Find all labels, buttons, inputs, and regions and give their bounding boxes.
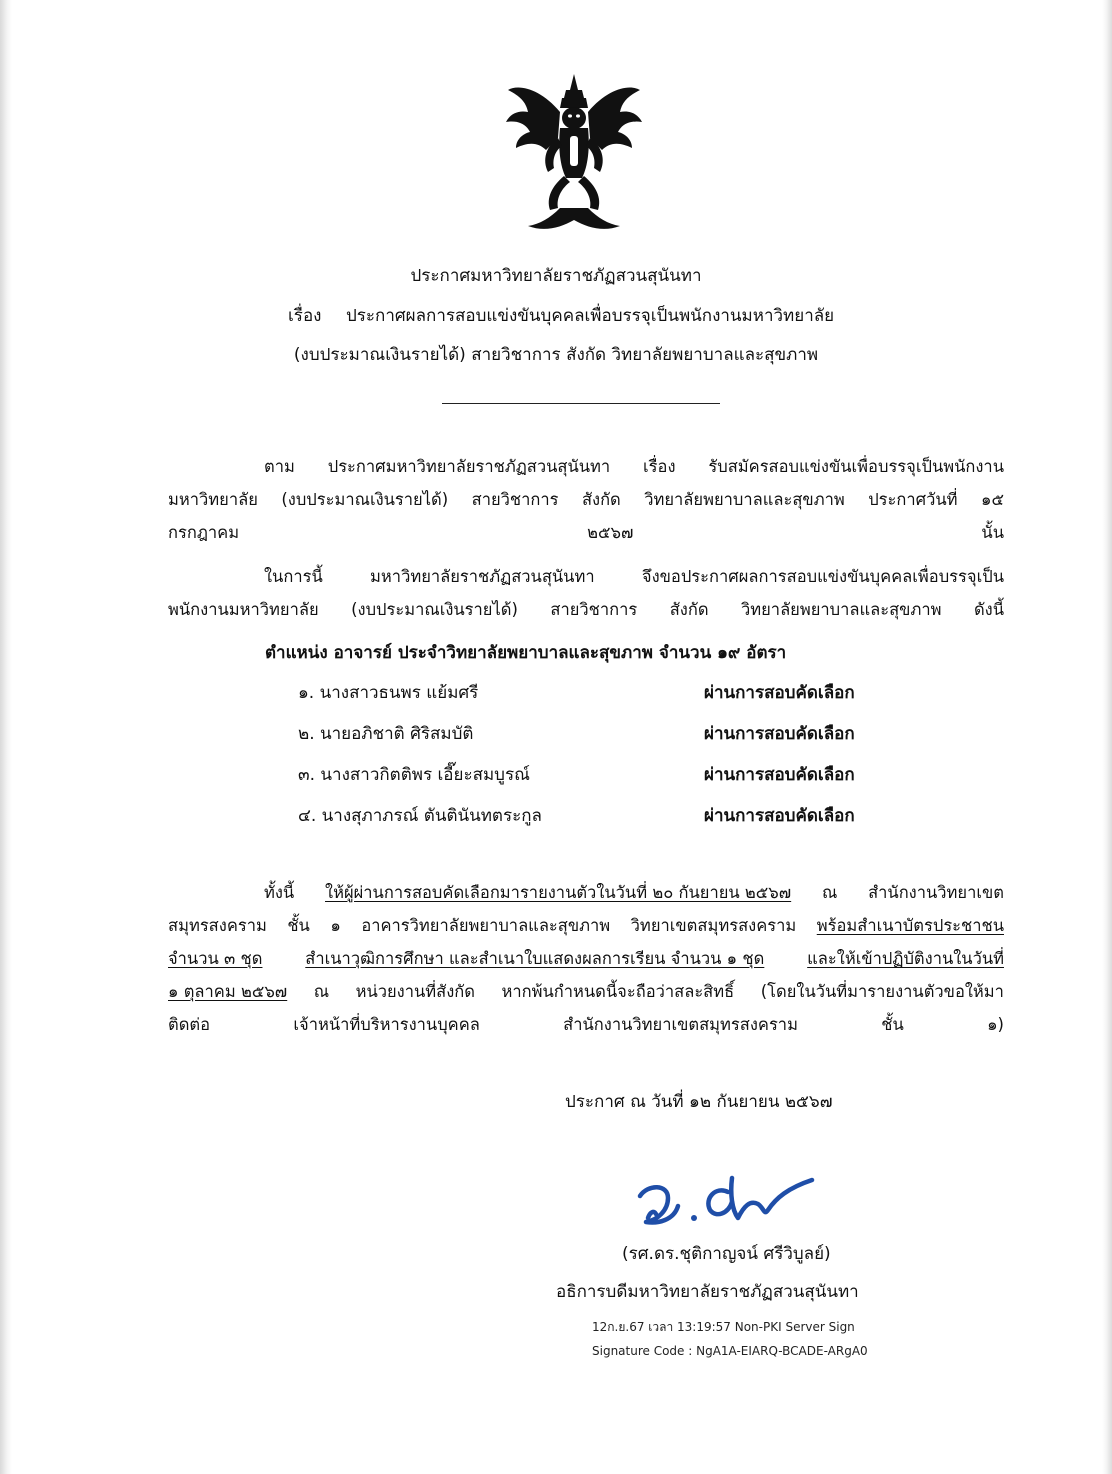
candidate-result: ผ่านการสอบคัดเลือก	[704, 765, 855, 785]
paragraph-3-line-4	[168, 975, 1004, 1008]
text-run: ประกาศวันที่	[868, 490, 958, 509]
candidate-name: ๓. นางสาวกิตติพร เอี๊ยะสมบูรณ์	[298, 765, 530, 785]
paragraph-2-line-1	[168, 560, 1004, 593]
text-run: สายวิชาการ	[471, 490, 559, 509]
text-run: สำนักงานวิทยาเขต	[868, 883, 1004, 902]
subject-text: ประกาศผลการสอบแข่งขันบุคคลเพื่อบรรจุเป็นพนักงานมหาวิทยาลัย	[346, 306, 835, 326]
text-run: อาคารวิทยาลัยพยาบาลและสุขภาพ	[361, 916, 611, 935]
paragraph-2-line-2: พนักงานมหาวิทยาลัย (งบประมาณเงินรายได้) สายวิชาการ สังกัด วิทยาลัยพยาบาลและสุขภาพ ดังนี้	[168, 600, 1004, 619]
text-run: สังกัด	[581, 490, 621, 509]
candidate-result: ผ่านการสอบคัดเลือก	[704, 806, 855, 826]
candidate-name: ๑. นางสาวธนพร แย้มศรี	[298, 683, 479, 703]
paragraph-2	[168, 560, 1004, 626]
subject-text-continued: (งบประมาณเงินรายได้) สายวิชาการ สังกัด วิทยาลัยพยาบาลและสุขภาพ	[293, 345, 819, 365]
signer-name: (รศ.ดร.ชุติกาญจน์ ศรีวิบูลย์)	[622, 1244, 831, 1264]
underlined-text: พร้อมสำเนาบัตรประชาชน	[816, 916, 1004, 935]
text-run: เรื่อง	[643, 457, 676, 476]
text-run: จึงขอประกาศผลการสอบแข่งขันบุคคลเพื่อบรรจุเป็น	[641, 567, 1004, 586]
text-run: รับสมัครสอบแข่งขันเพื่อบรรจุเป็นพนักงาน	[708, 457, 1004, 476]
subject-line	[288, 304, 834, 328]
candidate-name: ๔. นางสุภาภรณ์ ตันตินันทตระกูล	[298, 806, 542, 826]
text-run: ๑๕	[981, 490, 1004, 509]
text-run: หน่วยงานที่สังกัด	[355, 982, 475, 1001]
page-right-shadow	[1102, 0, 1112, 1474]
paragraph-3-line-5: ติดต่อ เจ้าหน้าที่บริหารงานบุคคล สำนักงานวิทยาเขตสมุทรสงคราม ชั้น ๑)	[168, 1015, 1004, 1034]
text-run: ทั้งนี้	[264, 883, 295, 902]
paragraph-3-line-1	[168, 876, 1004, 909]
garuda-emblem-icon	[500, 68, 648, 238]
text-run: ณ	[821, 883, 838, 902]
text-run: ๑	[330, 916, 341, 935]
text-run: (งบประมาณเงินรายได้)	[281, 490, 449, 509]
position-title: ตำแหน่ง อาจารย์ ประจำวิทยาลัยพยาบาลและสุขภาพ จำนวน ๑๙ อัตรา	[265, 643, 787, 663]
underlined-text: จำนวน ๓ ชุด	[168, 949, 263, 968]
paragraph-1-line-1	[168, 450, 1004, 483]
underlined-text: สำเนาวุฒิการศึกษา และสำเนาใบแสดงผลการเรียน จำนวน ๑ ชุด	[305, 949, 765, 968]
text-run: หากพ้นกำหนดนี้จะถือว่าสละสิทธิ์	[501, 982, 735, 1001]
text-run: (โดยในวันที่มารายงานตัวขอให้มา	[760, 982, 1004, 1001]
text-run: สมุทรสงคราม	[168, 916, 267, 935]
underlined-text: ๑ ตุลาคม ๒๕๖๗	[168, 982, 288, 1001]
text-run: ในการนี้	[264, 567, 323, 586]
paragraph-1-line-3: กรกฎาคม ๒๕๖๗ นั้น	[168, 523, 1004, 542]
announcement-title: ประกาศมหาวิทยาลัยราชภัฏสวนสุนันทา	[410, 266, 702, 286]
text-run: ชั้น	[287, 916, 310, 935]
text-run: ณ	[313, 982, 330, 1001]
paragraph-1-line-2	[168, 483, 1004, 516]
candidate-result: ผ่านการสอบคัดเลือก	[704, 683, 855, 703]
paragraph-3-line-3	[168, 942, 1004, 975]
text-run: ตาม	[264, 457, 295, 476]
text-run: มหาวิทยาลัยราชภัฏสวนสุนันทา	[370, 567, 595, 586]
signature-timestamp: 12ก.ย.67 เวลา 13:19:57 Non-PKI Server Sign	[592, 1320, 855, 1334]
paragraph-3	[168, 876, 1004, 1041]
subject-label: เรื่อง	[288, 306, 322, 326]
header-divider	[442, 403, 720, 404]
candidate-name: ๒. นายอภิชาติ ศิริสมบัติ	[298, 724, 474, 744]
text-run: มหาวิทยาลัย	[168, 490, 258, 509]
text-run: วิทยาลัยพยาบาลและสุขภาพ	[644, 490, 845, 509]
signature-code: Signature Code : NgA1A-EIARQ-BCADE-ARgA0	[592, 1344, 868, 1358]
announced-date: ประกาศ ณ วันที่ ๑๒ กันยายน ๒๕๖๗	[565, 1092, 833, 1112]
text-run: ประกาศมหาวิทยาลัยราชภัฏสวนสุนันทา	[327, 457, 611, 476]
underlined-text: ให้ผู้ผ่านการสอบคัดเลือกมารายงานตัวในวันที่ ๒๐ กันยายน ๒๕๖๗	[325, 883, 792, 902]
paragraph-3-line-2	[168, 909, 1004, 942]
page-left-shadow	[0, 0, 12, 1474]
signer-title: อธิการบดีมหาวิทยาลัยราชภัฏสวนสุนันทา	[556, 1282, 859, 1302]
candidate-result: ผ่านการสอบคัดเลือก	[704, 724, 855, 744]
underlined-text: และให้เข้าปฏิบัติงานในวันที่	[807, 949, 1004, 968]
paragraph-1	[168, 450, 1004, 549]
signature-drawing	[628, 1158, 818, 1238]
text-run: วิทยาเขตสมุทรสงคราม	[630, 916, 797, 935]
